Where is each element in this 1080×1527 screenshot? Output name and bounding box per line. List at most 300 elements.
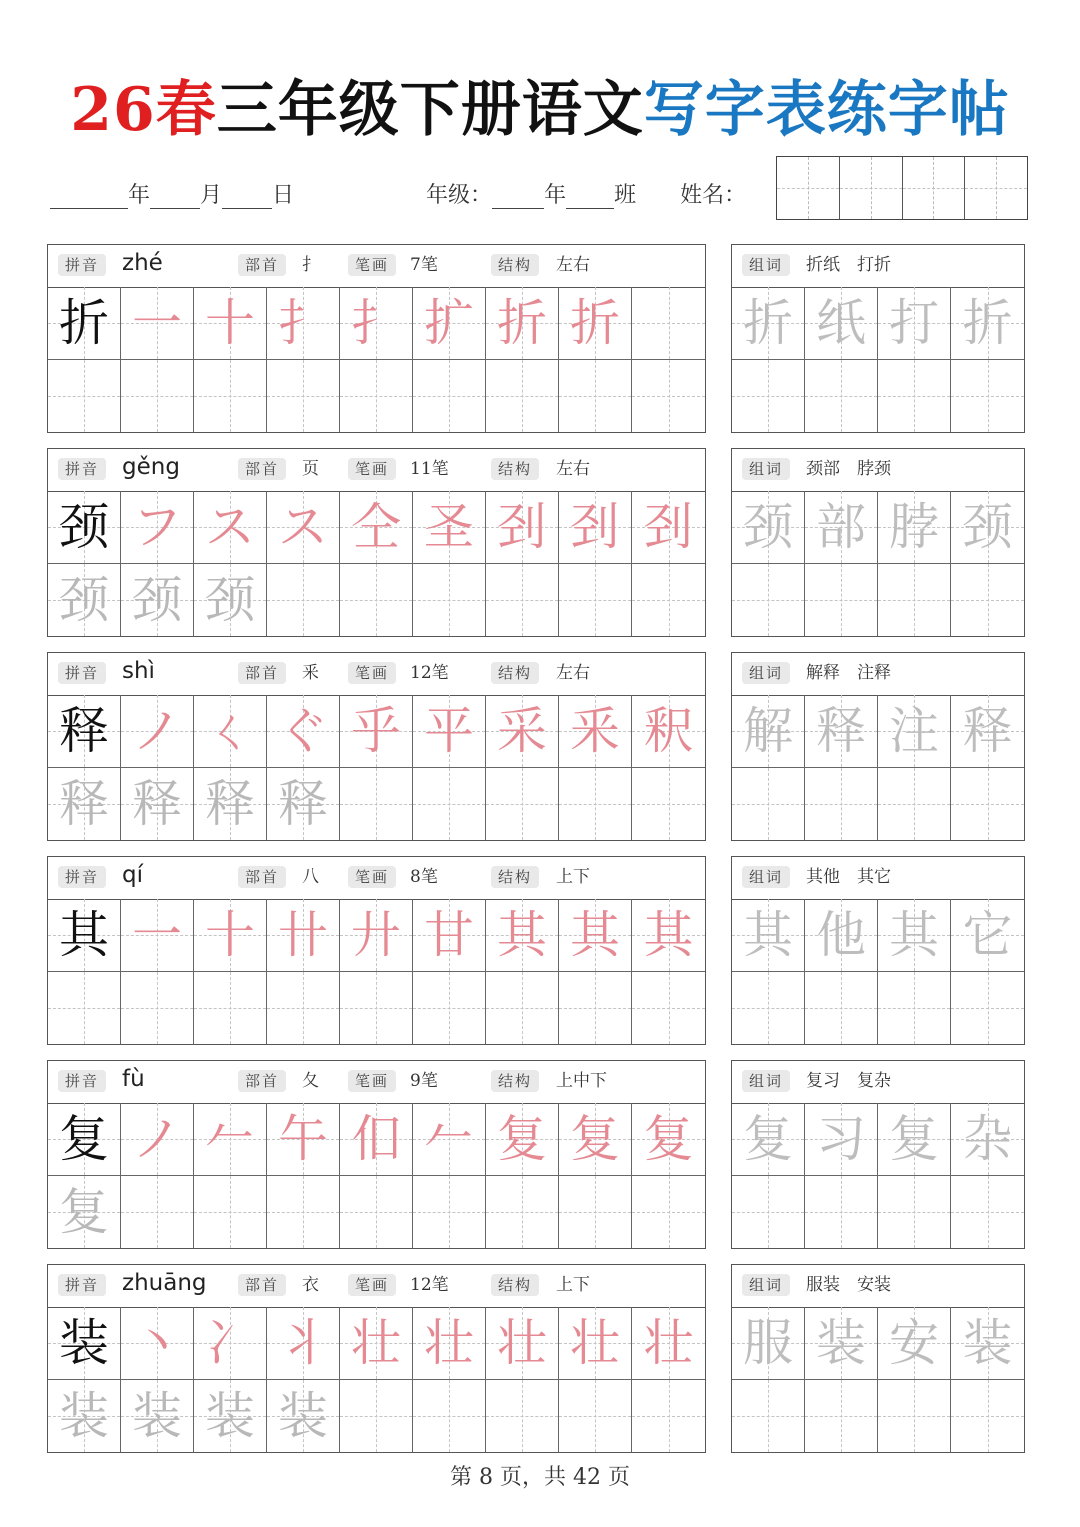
writing-cell[interactable] bbox=[559, 564, 632, 637]
writing-cell[interactable] bbox=[486, 768, 559, 841]
writing-cell[interactable] bbox=[413, 360, 486, 433]
word-trace-character: 它 bbox=[962, 905, 1013, 964]
writing-cell[interactable] bbox=[632, 287, 705, 359]
writing-cell[interactable] bbox=[340, 695, 413, 767]
writing-cell[interactable] bbox=[559, 1103, 632, 1175]
word-cell[interactable] bbox=[805, 491, 878, 563]
stroke-order-step: 午 bbox=[278, 1109, 328, 1168]
structure-value: 上下 bbox=[556, 867, 590, 887]
character-block bbox=[47, 1060, 1025, 1250]
word-cell[interactable] bbox=[732, 1307, 805, 1379]
writing-cell[interactable] bbox=[48, 1307, 121, 1379]
writing-cell[interactable] bbox=[413, 768, 486, 841]
stroke-order-step: 𠂉 bbox=[424, 1109, 474, 1168]
day-blank[interactable] bbox=[222, 182, 272, 209]
radical-value: 夂 bbox=[302, 1071, 319, 1091]
writing-cell[interactable] bbox=[340, 972, 413, 1045]
word-trace-character: 安 bbox=[889, 1313, 939, 1372]
word-card bbox=[731, 244, 1025, 433]
writing-cell[interactable] bbox=[48, 1176, 121, 1249]
writing-cell[interactable] bbox=[267, 1176, 340, 1249]
writing-cell[interactable] bbox=[267, 972, 340, 1045]
pinyin-tag: 拼音 bbox=[58, 1070, 106, 1092]
writing-cell[interactable] bbox=[121, 1176, 194, 1249]
writing-cell[interactable] bbox=[340, 899, 413, 971]
writing-cell[interactable] bbox=[48, 899, 121, 971]
stroke-order-step: 圣 bbox=[424, 497, 474, 556]
word-cell[interactable] bbox=[805, 972, 878, 1045]
grid-row bbox=[48, 360, 705, 433]
word-trace-character: 注 bbox=[889, 701, 939, 760]
writing-cell[interactable] bbox=[413, 287, 486, 359]
writing-cell[interactable] bbox=[632, 360, 705, 433]
writing-cell[interactable] bbox=[267, 1103, 340, 1175]
writing-cell[interactable] bbox=[267, 287, 340, 359]
strokes-value: 11笔 bbox=[410, 459, 449, 479]
word-cell[interactable] bbox=[951, 360, 1024, 433]
radical-value: 八 bbox=[302, 867, 319, 887]
word-cell[interactable] bbox=[732, 1103, 805, 1175]
word-trace-character: 解 bbox=[743, 701, 793, 760]
words-tag: 组词 bbox=[742, 1274, 790, 1296]
word-cell[interactable] bbox=[732, 768, 805, 841]
word-cell[interactable] bbox=[951, 695, 1024, 767]
stroke-order-step: 刭 bbox=[497, 497, 547, 556]
stroke-order-step: 扩 bbox=[424, 293, 474, 352]
writing-cell[interactable] bbox=[48, 768, 121, 841]
character-card bbox=[47, 856, 706, 1045]
stroke-order-step: 一 bbox=[132, 293, 182, 352]
grid-row bbox=[732, 899, 1024, 972]
writing-cell[interactable] bbox=[559, 287, 632, 359]
stroke-order-step: 其 bbox=[643, 905, 694, 964]
stroke-order-step: 折 bbox=[570, 293, 620, 352]
writing-cell[interactable] bbox=[632, 564, 705, 637]
writing-cell[interactable] bbox=[632, 1103, 705, 1175]
writing-cell[interactable] bbox=[267, 360, 340, 433]
writing-cell[interactable] bbox=[486, 564, 559, 637]
writing-cell[interactable] bbox=[194, 1176, 267, 1249]
writing-cell[interactable] bbox=[632, 695, 705, 767]
radical-value: 釆 bbox=[302, 663, 319, 683]
word-cell[interactable] bbox=[951, 972, 1024, 1045]
writing-cell[interactable] bbox=[48, 491, 121, 563]
writing-cell[interactable] bbox=[486, 491, 559, 563]
stroke-order-step: 冫 bbox=[205, 1313, 255, 1372]
writing-cell[interactable] bbox=[121, 564, 194, 637]
writing-cell[interactable] bbox=[486, 1103, 559, 1175]
stroke-order-step: 一 bbox=[132, 905, 182, 964]
writing-cell[interactable] bbox=[267, 1380, 340, 1453]
grid-row bbox=[732, 1307, 1024, 1380]
word-grid bbox=[732, 695, 1024, 840]
writing-cell[interactable] bbox=[559, 972, 632, 1045]
name-cell[interactable] bbox=[777, 157, 840, 219]
writing-cell[interactable] bbox=[632, 768, 705, 841]
writing-cell[interactable] bbox=[413, 564, 486, 637]
info-row bbox=[48, 449, 705, 492]
word-cell[interactable] bbox=[878, 360, 951, 433]
word-trace-character: 折 bbox=[962, 293, 1013, 352]
day-label: 日 bbox=[272, 183, 295, 208]
character-card bbox=[47, 652, 706, 841]
grid-row bbox=[48, 1380, 705, 1453]
grade-year-label: 年 bbox=[544, 183, 567, 208]
writing-cell[interactable] bbox=[48, 1380, 121, 1453]
word-cell[interactable] bbox=[951, 899, 1024, 971]
grid-row bbox=[48, 1307, 705, 1380]
structure-tag: 结构 bbox=[491, 1274, 539, 1296]
radical-tag: 部首 bbox=[238, 662, 286, 684]
word-trace-character: 杂 bbox=[962, 1109, 1013, 1168]
stroke-order-step: 平 bbox=[424, 701, 474, 760]
writing-cell[interactable] bbox=[559, 1380, 632, 1453]
trace-character: 释 bbox=[278, 774, 328, 833]
writing-cell[interactable] bbox=[121, 491, 194, 563]
word-cell[interactable] bbox=[878, 491, 951, 563]
writing-cell[interactable] bbox=[121, 899, 194, 971]
word-cell[interactable] bbox=[805, 287, 878, 359]
word-cell[interactable] bbox=[951, 768, 1024, 841]
grid-row bbox=[732, 1176, 1024, 1249]
writing-cell[interactable] bbox=[267, 564, 340, 637]
stroke-order-step: 十 bbox=[205, 293, 255, 352]
word-cell[interactable] bbox=[732, 360, 805, 433]
class-blank[interactable] bbox=[566, 182, 614, 209]
writing-cell[interactable] bbox=[559, 491, 632, 563]
grid-row bbox=[48, 695, 705, 768]
grid-row bbox=[48, 564, 705, 637]
word-cell[interactable] bbox=[878, 1380, 951, 1453]
word-cell[interactable] bbox=[951, 1103, 1024, 1175]
radical-tag: 部首 bbox=[238, 866, 286, 888]
name-cell[interactable] bbox=[840, 157, 903, 219]
word-cell[interactable] bbox=[805, 1176, 878, 1249]
writing-cell[interactable] bbox=[194, 972, 267, 1045]
writing-cell[interactable] bbox=[340, 564, 413, 637]
word-cell[interactable] bbox=[951, 1307, 1024, 1379]
writing-cell[interactable] bbox=[121, 360, 194, 433]
writing-cell[interactable] bbox=[632, 1380, 705, 1453]
writing-cell[interactable] bbox=[632, 899, 705, 971]
writing-cell[interactable] bbox=[486, 1176, 559, 1249]
stroke-order-step: 壮 bbox=[351, 1313, 401, 1372]
writing-cell[interactable] bbox=[194, 768, 267, 841]
structure-tag: 结构 bbox=[491, 866, 539, 888]
stroke-order-step: 壮 bbox=[643, 1313, 694, 1372]
trace-character: 装 bbox=[59, 1386, 109, 1445]
writing-cell[interactable] bbox=[486, 360, 559, 433]
word-cell[interactable] bbox=[732, 491, 805, 563]
writing-cell[interactable] bbox=[267, 695, 340, 767]
writing-cell[interactable] bbox=[340, 1380, 413, 1453]
word-cell[interactable] bbox=[878, 972, 951, 1045]
word-cell[interactable] bbox=[878, 899, 951, 971]
words-value: 复习 复杂 bbox=[806, 1071, 891, 1091]
class-label: 班 bbox=[614, 183, 637, 208]
word-cell[interactable] bbox=[805, 1307, 878, 1379]
grid-row bbox=[732, 695, 1024, 768]
stroke-order-step: 其 bbox=[570, 905, 620, 964]
grid-row bbox=[48, 491, 705, 564]
words-value: 折纸 打折 bbox=[806, 255, 891, 275]
year-blank[interactable] bbox=[50, 182, 128, 209]
writing-cell[interactable] bbox=[413, 491, 486, 563]
writing-cell[interactable] bbox=[194, 491, 267, 563]
pinyin-value: shì bbox=[122, 658, 155, 684]
word-cell[interactable] bbox=[732, 1380, 805, 1453]
name-box[interactable] bbox=[776, 156, 1028, 220]
stroke-order-step: 𠂉 bbox=[205, 1109, 255, 1168]
word-card bbox=[731, 652, 1025, 841]
word-cell[interactable] bbox=[805, 695, 878, 767]
word-cell[interactable] bbox=[805, 899, 878, 971]
writing-cell[interactable] bbox=[632, 972, 705, 1045]
word-cell[interactable] bbox=[805, 564, 878, 637]
writing-cell[interactable] bbox=[48, 360, 121, 433]
writing-cell[interactable] bbox=[48, 695, 121, 767]
grid-row bbox=[732, 360, 1024, 433]
name-cell[interactable] bbox=[965, 157, 1027, 219]
word-cell[interactable] bbox=[878, 768, 951, 841]
stroke-order-step: ぐ bbox=[278, 701, 328, 760]
model-character: 折 bbox=[59, 293, 109, 352]
structure-value: 左右 bbox=[556, 255, 590, 275]
word-card bbox=[731, 1060, 1025, 1249]
word-cell[interactable] bbox=[732, 287, 805, 359]
stroke-order-step: ス bbox=[278, 497, 328, 556]
word-cell[interactable] bbox=[878, 564, 951, 637]
stroke-order-step: 十 bbox=[205, 905, 255, 964]
writing-cell[interactable] bbox=[413, 972, 486, 1045]
word-cell[interactable] bbox=[805, 1103, 878, 1175]
structure-tag: 结构 bbox=[491, 1070, 539, 1092]
character-block bbox=[47, 1264, 1025, 1454]
word-cell[interactable] bbox=[732, 564, 805, 637]
writing-cell[interactable] bbox=[632, 491, 705, 563]
writing-cell[interactable] bbox=[48, 564, 121, 637]
stroke-order-step: 复 bbox=[643, 1109, 694, 1168]
character-block bbox=[47, 652, 1025, 842]
word-cell[interactable] bbox=[732, 695, 805, 767]
character-card bbox=[47, 1060, 706, 1249]
stroke-order-step: 壮 bbox=[424, 1313, 474, 1372]
stroke-order-step: 壮 bbox=[570, 1313, 620, 1372]
word-grid bbox=[732, 1307, 1024, 1452]
writing-cell[interactable] bbox=[340, 768, 413, 841]
stroke-order-step: 廾 bbox=[351, 905, 401, 964]
word-grid bbox=[732, 491, 1024, 636]
writing-cell[interactable] bbox=[559, 695, 632, 767]
strokes-tag: 笔画 bbox=[348, 458, 396, 480]
writing-cell[interactable] bbox=[121, 695, 194, 767]
pinyin-value: fù bbox=[122, 1066, 145, 1092]
writing-cell[interactable] bbox=[413, 1176, 486, 1249]
word-info-row bbox=[732, 857, 1024, 900]
writing-cell[interactable] bbox=[559, 360, 632, 433]
word-cell[interactable] bbox=[951, 1380, 1024, 1453]
pinyin-value: zhé bbox=[122, 250, 163, 276]
word-cell[interactable] bbox=[951, 287, 1024, 359]
stroke-order-step: 扌 bbox=[278, 293, 328, 352]
word-cell[interactable] bbox=[951, 1176, 1024, 1249]
trace-character: 复 bbox=[59, 1182, 109, 1241]
strokes-tag: 笔画 bbox=[348, 1070, 396, 1092]
character-card bbox=[47, 1264, 706, 1453]
writing-cell[interactable] bbox=[121, 1307, 194, 1379]
word-trace-character: 装 bbox=[816, 1313, 866, 1372]
grade-year-blank[interactable] bbox=[492, 182, 544, 209]
writing-cell[interactable] bbox=[194, 287, 267, 359]
stroke-order-step: ㄑ bbox=[205, 701, 255, 760]
word-cell[interactable] bbox=[951, 564, 1024, 637]
writing-cell[interactable] bbox=[413, 1307, 486, 1379]
writing-cell[interactable] bbox=[121, 1380, 194, 1453]
writing-cell[interactable] bbox=[486, 695, 559, 767]
word-info-row bbox=[732, 1265, 1024, 1308]
word-cell[interactable] bbox=[951, 491, 1024, 563]
word-info-row bbox=[732, 245, 1024, 288]
writing-cell[interactable] bbox=[194, 1307, 267, 1379]
trace-character: 装 bbox=[132, 1386, 182, 1445]
writing-cell[interactable] bbox=[121, 972, 194, 1045]
writing-cell[interactable] bbox=[559, 768, 632, 841]
writing-cell[interactable] bbox=[413, 899, 486, 971]
writing-cell[interactable] bbox=[340, 491, 413, 563]
word-cell[interactable] bbox=[878, 1176, 951, 1249]
writing-cell[interactable] bbox=[632, 1307, 705, 1379]
grid-row bbox=[732, 768, 1024, 841]
word-cell[interactable] bbox=[732, 972, 805, 1045]
writing-cell[interactable] bbox=[340, 1103, 413, 1175]
writing-cell[interactable] bbox=[267, 768, 340, 841]
word-cell[interactable] bbox=[878, 287, 951, 359]
stroke-order-step: 刭 bbox=[570, 497, 620, 556]
grid-row bbox=[48, 1103, 705, 1176]
model-character: 其 bbox=[59, 905, 109, 964]
word-cell[interactable] bbox=[805, 1380, 878, 1453]
month-blank[interactable] bbox=[150, 182, 200, 209]
word-trace-character: 其 bbox=[743, 905, 793, 964]
word-card bbox=[731, 856, 1025, 1045]
writing-cell[interactable] bbox=[486, 899, 559, 971]
writing-cell[interactable] bbox=[559, 1307, 632, 1379]
writing-cell[interactable] bbox=[194, 1103, 267, 1175]
trace-character: 释 bbox=[205, 774, 255, 833]
character-card bbox=[47, 448, 706, 637]
writing-cell[interactable] bbox=[413, 1103, 486, 1175]
writing-cell[interactable] bbox=[48, 1103, 121, 1175]
stroke-order-step: フ bbox=[132, 497, 182, 556]
writing-cell[interactable] bbox=[121, 1103, 194, 1175]
word-cell[interactable] bbox=[805, 360, 878, 433]
grid-row bbox=[732, 1380, 1024, 1453]
writing-cell[interactable] bbox=[632, 1176, 705, 1249]
writing-cell[interactable] bbox=[121, 287, 194, 359]
model-character: 装 bbox=[59, 1313, 109, 1372]
grid-row bbox=[732, 1103, 1024, 1176]
name-label: 姓名： bbox=[680, 183, 747, 208]
word-cell[interactable] bbox=[878, 1103, 951, 1175]
writing-cell[interactable] bbox=[48, 972, 121, 1045]
strokes-tag: 笔画 bbox=[348, 662, 396, 684]
writing-cell[interactable] bbox=[486, 972, 559, 1045]
name-cell[interactable] bbox=[903, 157, 966, 219]
word-trace-character: 纸 bbox=[816, 293, 866, 352]
trace-character: 颈 bbox=[205, 570, 255, 629]
page-title bbox=[0, 70, 1080, 150]
writing-cell[interactable] bbox=[413, 1380, 486, 1453]
writing-cell[interactable] bbox=[48, 287, 121, 359]
structure-value: 上下 bbox=[556, 1275, 590, 1295]
word-info-row bbox=[732, 449, 1024, 492]
word-trace-character: 部 bbox=[816, 497, 866, 556]
character-block bbox=[47, 244, 1025, 434]
word-trace-character: 脖 bbox=[889, 497, 939, 556]
writing-cell[interactable] bbox=[559, 1176, 632, 1249]
writing-cell[interactable] bbox=[267, 491, 340, 563]
word-cell[interactable] bbox=[878, 1307, 951, 1379]
radical-tag: 部首 bbox=[238, 254, 286, 276]
writing-cell[interactable] bbox=[559, 899, 632, 971]
writing-cell[interactable] bbox=[267, 1307, 340, 1379]
stroke-order-step: 其 bbox=[497, 905, 547, 964]
grid-row bbox=[48, 972, 705, 1045]
word-trace-character: 习 bbox=[816, 1109, 866, 1168]
grade-label: 年级： bbox=[426, 183, 493, 208]
strokes-value: 8笔 bbox=[410, 867, 438, 887]
pinyin-tag: 拼音 bbox=[58, 254, 106, 276]
stroke-order-step: ノ bbox=[132, 1109, 182, 1168]
trace-character: 释 bbox=[59, 774, 109, 833]
writing-cell[interactable] bbox=[267, 899, 340, 971]
writing-cell[interactable] bbox=[413, 695, 486, 767]
stroke-order-step: 复 bbox=[570, 1109, 620, 1168]
stroke-order-step: 乎 bbox=[351, 701, 401, 760]
word-trace-character: 他 bbox=[816, 905, 866, 964]
writing-cell[interactable] bbox=[486, 1307, 559, 1379]
stroke-order-step: 复 bbox=[497, 1109, 547, 1168]
word-cell[interactable] bbox=[878, 695, 951, 767]
word-cell[interactable] bbox=[732, 899, 805, 971]
info-row bbox=[48, 1265, 705, 1308]
writing-cell[interactable] bbox=[121, 768, 194, 841]
writing-cell[interactable] bbox=[194, 899, 267, 971]
writing-cell[interactable] bbox=[194, 695, 267, 767]
info-row bbox=[48, 857, 705, 900]
word-info-row bbox=[732, 1061, 1024, 1104]
strokes-value: 12笔 bbox=[410, 663, 449, 683]
writing-grid bbox=[48, 491, 705, 636]
page-number: 第 8 页，共 42 页 bbox=[450, 1465, 630, 1490]
writing-cell[interactable] bbox=[340, 1307, 413, 1379]
writing-cell[interactable] bbox=[194, 1380, 267, 1453]
writing-cell[interactable] bbox=[194, 360, 267, 433]
info-row bbox=[48, 653, 705, 696]
writing-cell[interactable] bbox=[340, 360, 413, 433]
writing-cell[interactable] bbox=[194, 564, 267, 637]
stroke-order-step: 刭 bbox=[643, 497, 694, 556]
strokes-value: 9笔 bbox=[410, 1071, 438, 1091]
writing-cell[interactable] bbox=[340, 287, 413, 359]
writing-grid bbox=[48, 899, 705, 1044]
word-cell[interactable] bbox=[732, 1176, 805, 1249]
radical-value: 衣 bbox=[302, 1275, 319, 1295]
word-cell[interactable] bbox=[805, 768, 878, 841]
writing-cell[interactable] bbox=[486, 287, 559, 359]
writing-cell[interactable] bbox=[340, 1176, 413, 1249]
writing-cell[interactable] bbox=[486, 1380, 559, 1453]
